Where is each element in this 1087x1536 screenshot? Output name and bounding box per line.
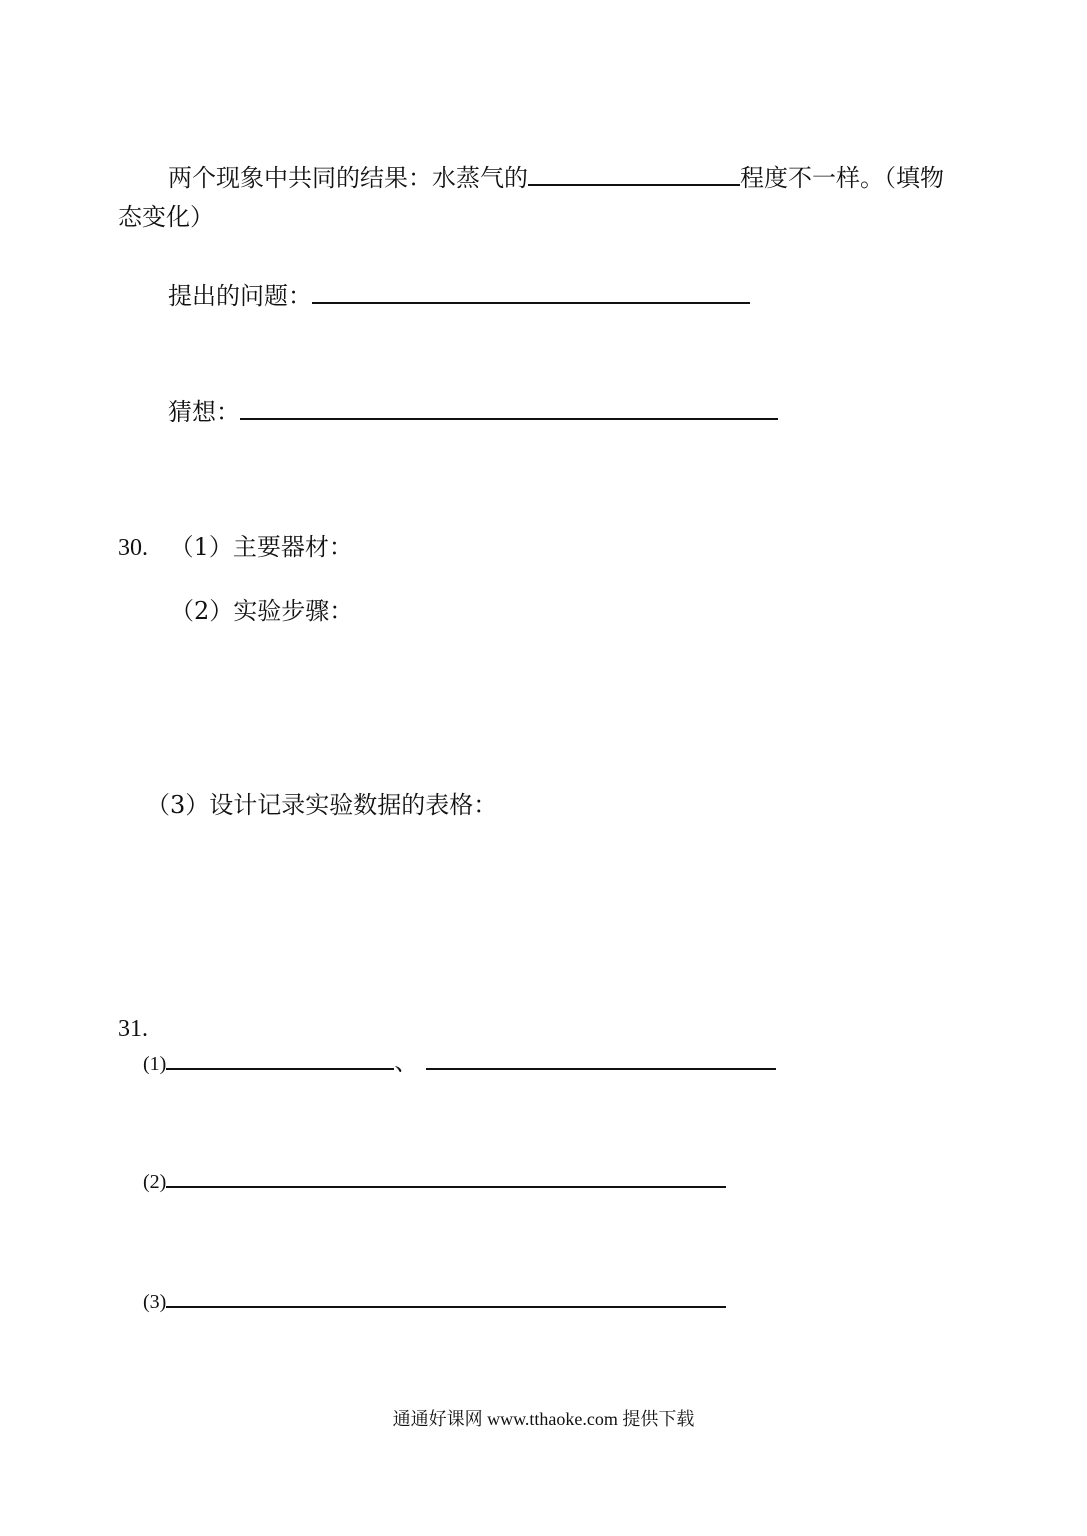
q31-item-2-blank[interactable]	[166, 1164, 726, 1188]
q29-question-line	[168, 280, 750, 311]
q29-result-blank[interactable]	[528, 162, 740, 186]
q29-guess-blank[interactable]	[240, 396, 778, 420]
q31-item-1-blank-a[interactable]	[166, 1046, 394, 1070]
q29-result-prefix: 两个现象中共同的结果：水蒸气的	[168, 164, 528, 192]
q30-item-3: （3）设计记录实验数据的表格：	[146, 791, 498, 819]
q31-item-2-line	[143, 1164, 726, 1197]
q29-result-line-continued: 态变化）	[118, 203, 214, 231]
q31-item-1-line	[143, 1046, 776, 1079]
q29-result-suffix: 程度不一样。（填物	[740, 164, 944, 192]
q31-item-3-line	[143, 1284, 726, 1317]
q29-question-label: 提出的问题：	[168, 282, 312, 310]
q30-item-2: （2）实验步骤：	[170, 597, 354, 625]
q31-item-3-label: (3)	[143, 1291, 167, 1313]
q30-line-1	[118, 532, 353, 563]
q31-item-2-label: (2)	[143, 1171, 167, 1193]
q30-number: 30.	[118, 535, 148, 561]
q29-question-blank[interactable]	[312, 280, 750, 304]
q31-number: 31.	[118, 1016, 148, 1042]
q30-item-1: （1）主要器材：	[169, 533, 353, 561]
q31-item-3-blank[interactable]	[166, 1284, 726, 1308]
q31-item-1-label: (1)	[143, 1053, 167, 1075]
q29-guess-label: 猜想：	[168, 398, 240, 426]
q31-item-1-blank-b[interactable]	[426, 1046, 776, 1070]
q31-separator: 、	[394, 1048, 419, 1076]
page-footer: 通通好课网 www.tthaoke.com 提供下载	[392, 1409, 695, 1429]
q29-result-line	[168, 162, 944, 193]
q29-guess-line	[168, 396, 778, 427]
